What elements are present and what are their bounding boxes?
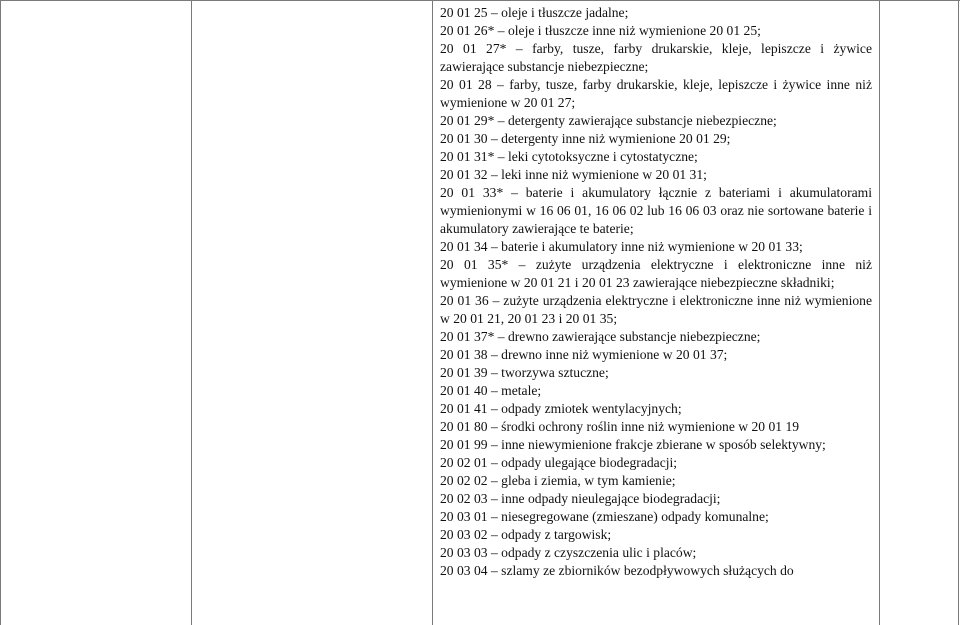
list-item: 20 01 29* – detergenty zawierające substancje niebezpieczne;	[440, 113, 777, 128]
list-item: 20 01 28 – farby, tusze, farby drukarskie, kleje, lepiszcze i żywice inne niż wymienione w 20 01 27;	[440, 77, 872, 110]
table-border-right	[958, 0, 959, 625]
list-item: 20 01 25 – oleje i tłuszcze jadalne;	[440, 5, 629, 20]
list-item: 20 03 02 – odpady z targowisk;	[440, 527, 612, 542]
list-item: 20 01 40 – metale;	[440, 383, 542, 398]
list-item: 20 01 27* – farby, tusze, farby drukarskie, kleje, lepiszcze i żywice zawierające substancje niebezpieczne;	[440, 41, 872, 74]
list-item: 20 03 03 – odpady z czyszczenia ulic i placów;	[440, 545, 697, 560]
list-item: 20 01 38 – drewno inne niż wymienione w 20 01 37;	[440, 347, 728, 362]
list-item: 20 01 80 – środki ochrony roślin inne niż wymienione w 20 01 19	[440, 419, 800, 434]
list-item: 20 01 36 – zużyte urządzenia elektryczne i elektroniczne inne niż wymienione w 20 01 21, 20 01 23 i 20 01 35;	[440, 293, 872, 326]
table-column-divider-1	[191, 0, 192, 625]
list-item: 20 03 04 – szlamy ze zbiorników bezodpływowych służących do	[440, 563, 794, 578]
list-item: 20 01 33* – baterie i akumulatory łącznie z bateriami i akumulatorami wymienionymi w 16 06 01, 16 06 02 lub 16 06 03 oraz nie sortowane baterie i akumulatory zawierające te baterie;	[440, 185, 872, 236]
table-border-left	[0, 0, 1, 625]
list-item: 20 01 30 – detergenty inne niż wymienione 20 01 29;	[440, 131, 731, 146]
list-item: 20 01 32 – leki inne niż wymienione w 20 01 31;	[440, 167, 707, 182]
list-item: 20 02 03 – inne odpady nieulegające biodegradacji;	[440, 491, 721, 506]
list-item: 20 03 01 – niesegregowane (zmieszane) odpady komunalne;	[440, 509, 769, 524]
list-item: 20 02 01 – odpady ulegające biodegradacji;	[440, 455, 678, 470]
waste-code-list	[440, 4, 872, 580]
list-item: 20 01 37* – drewno zawierające substancje niebezpieczne;	[440, 329, 761, 344]
list-item: 20 01 39 – tworzywa sztuczne;	[440, 365, 609, 380]
table-column-divider-3	[879, 0, 880, 625]
list-item: 20 01 31* – leki cytotoksyczne i cytostatyczne;	[440, 149, 698, 164]
list-item: 20 01 34 – baterie i akumulatory inne niż wymienione w 20 01 33;	[440, 239, 803, 254]
table-column-divider-2	[432, 0, 433, 625]
list-item: 20 01 41 – odpady zmiotek wentylacyjnych;	[440, 401, 682, 416]
table-top-border	[0, 0, 960, 1]
list-item: 20 01 26* – oleje i tłuszcze inne niż wymienione 20 01 25;	[440, 23, 761, 38]
list-item: 20 02 02 – gleba i ziemia, w tym kamienie;	[440, 473, 676, 488]
list-item: 20 01 99 – inne niewymienione frakcje zbierane w sposób selektywny;	[440, 437, 826, 452]
list-item: 20 01 35* – zużyte urządzenia elektryczne i elektroniczne inne niż wymienione w 20 01 21 i 20 01 23 zawierające niebezpieczne składniki;	[440, 257, 872, 290]
